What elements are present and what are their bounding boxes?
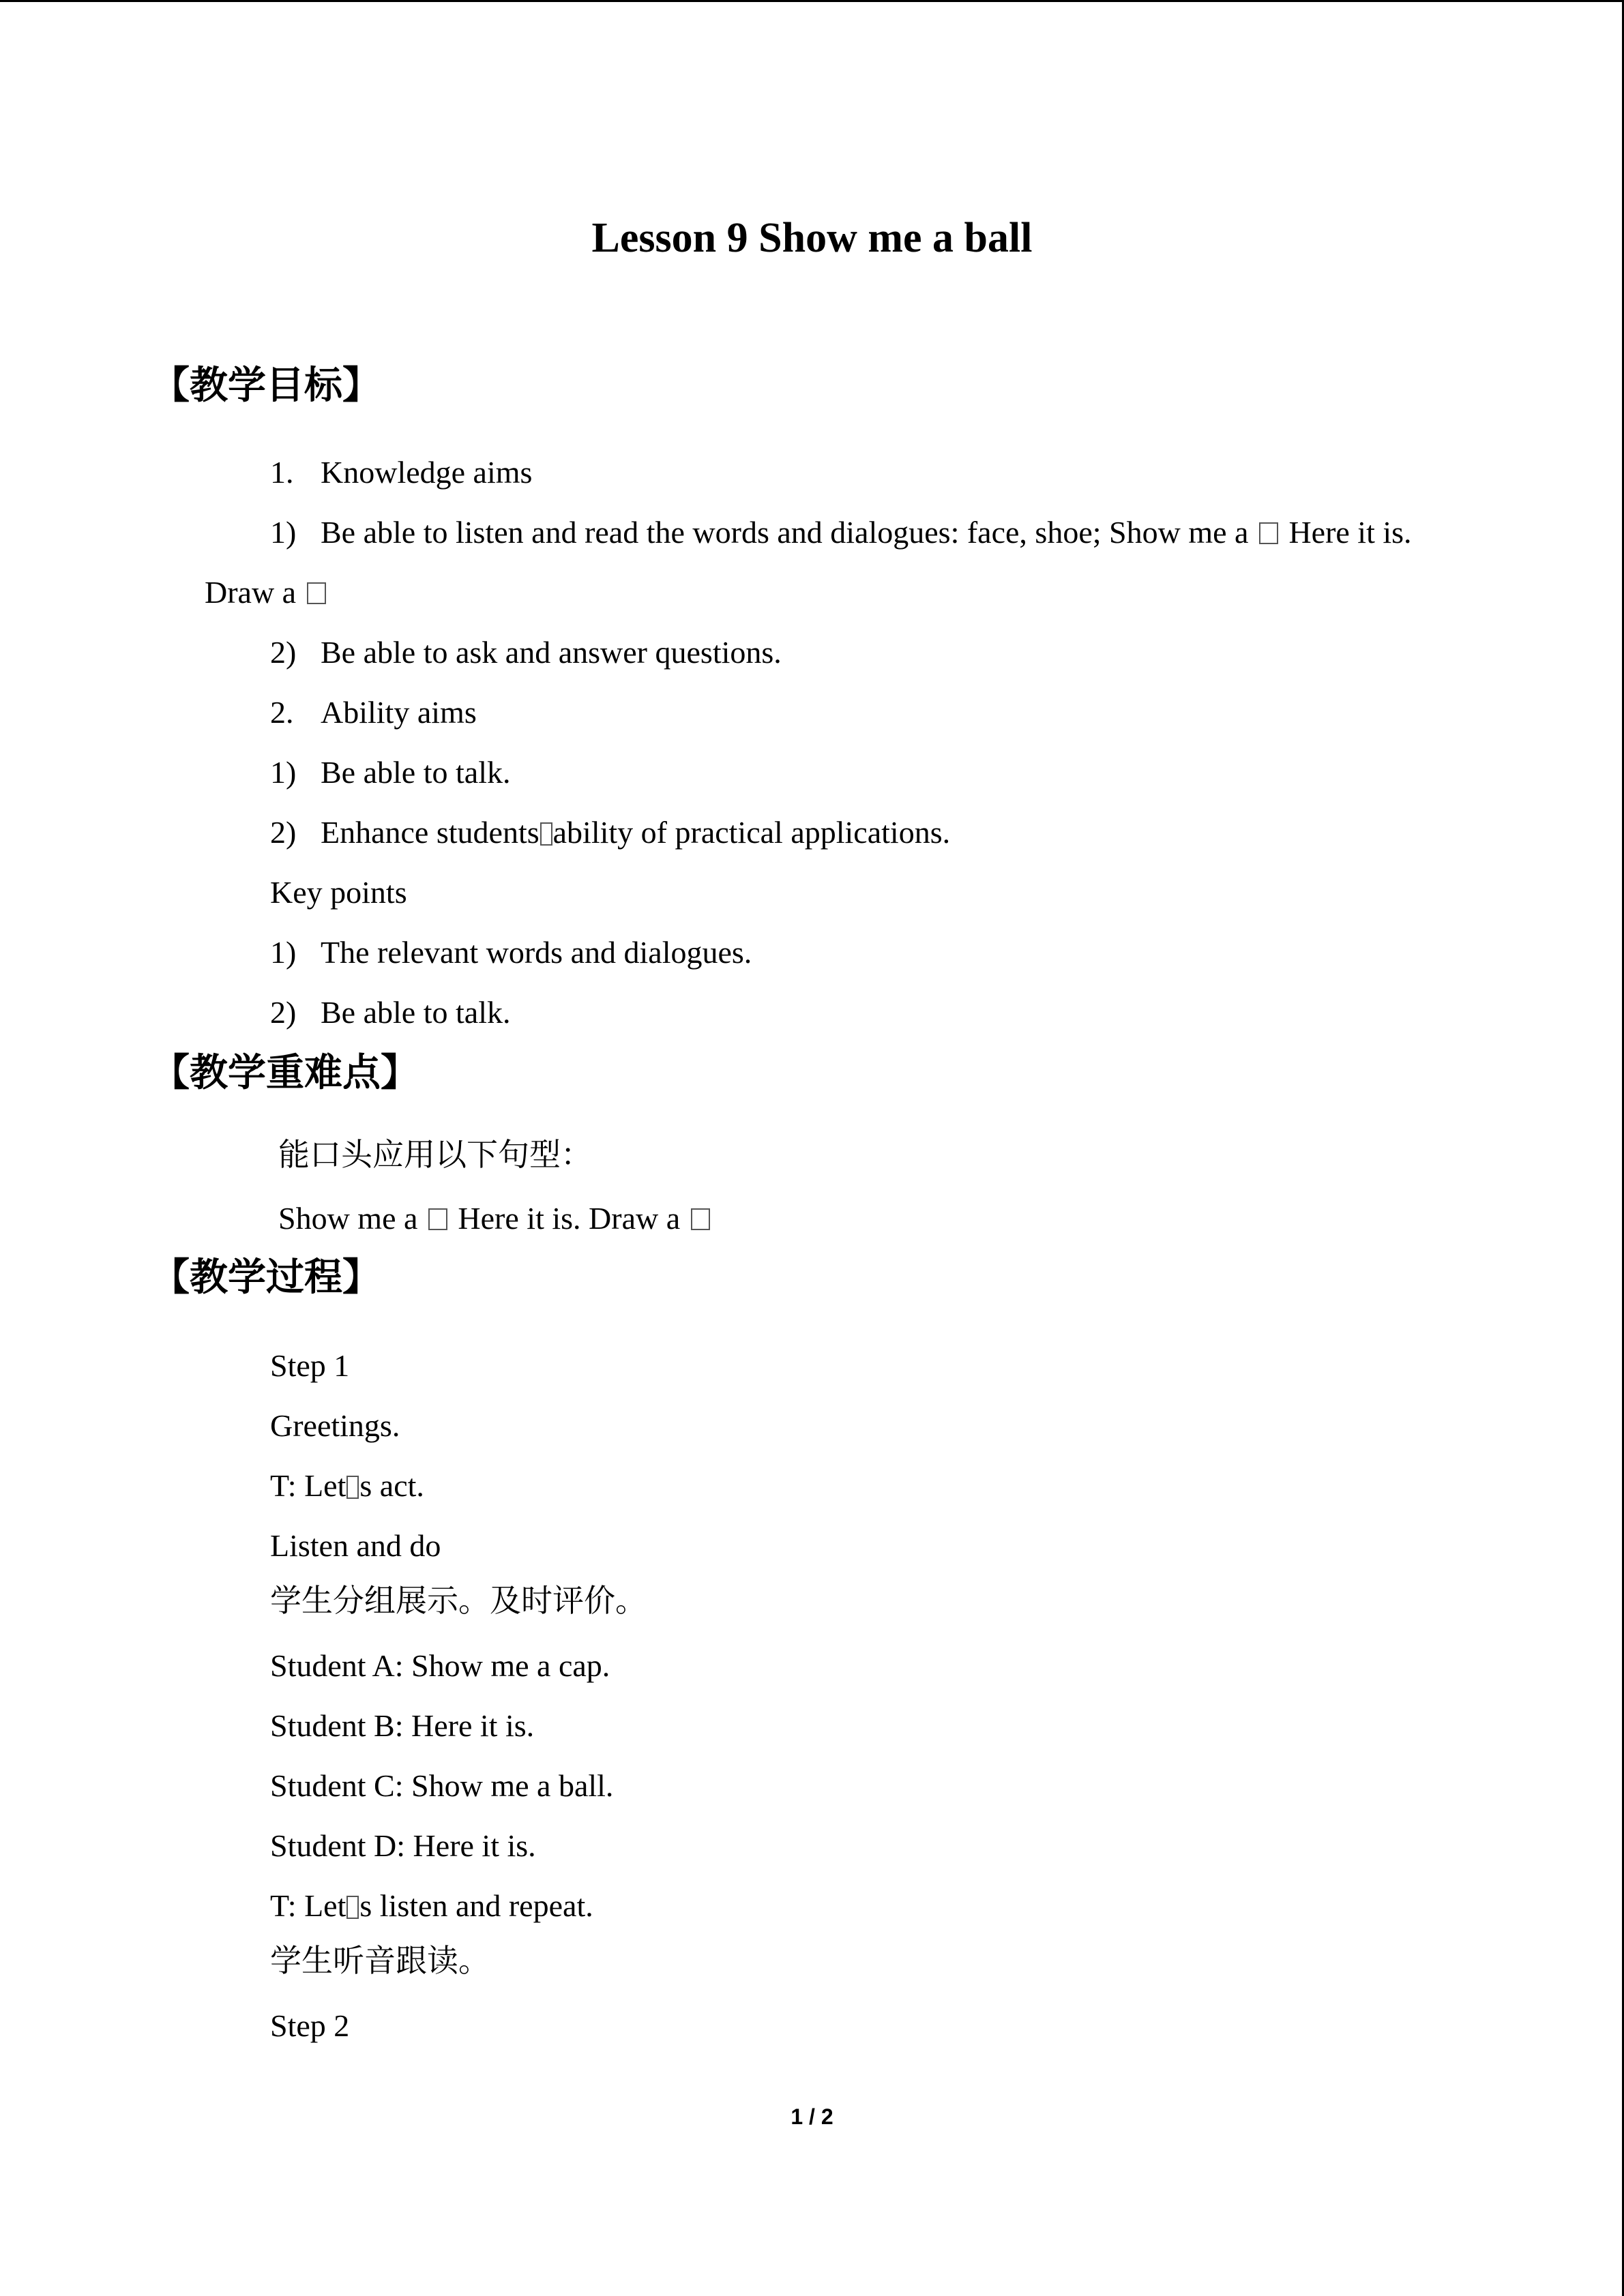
sentence-text: Show me a [278,1201,418,1236]
knowledge-item-2 [270,637,782,668]
list-text: Be able to ask and answer questions. [321,635,782,670]
greetings-line: Greetings. [270,1408,400,1443]
heading-key-difficult: 【教学重难点】 [151,1051,419,1095]
list-text: Be able to talk. [321,995,511,1030]
missing-glyph-box [346,1476,359,1499]
heading-process: 【教学过程】 [151,1255,381,1300]
missing-glyph-box [1259,522,1278,544]
ability-aims [270,697,477,728]
line-text-cont: s listen and repeat. [359,1888,593,1923]
list-text: Draw a [205,575,297,610]
top-border [0,0,1624,2]
group-show-line: 学生分组展示。及时评价。 [270,1582,647,1619]
key-point-2 [270,997,510,1028]
key-points-label: Key points [270,875,407,910]
teacher-act-line [270,1470,424,1502]
knowledge-item-1 [270,517,1412,548]
list-number: 2) [270,815,297,850]
list-number: 2) [270,635,297,670]
list-text: Be able to talk. [321,755,511,790]
missing-glyph-box [540,822,552,846]
knowledge-item-1-continued [205,577,329,608]
list-number: 2) [270,995,297,1030]
step-2-label: Step 2 [270,2008,350,2043]
missing-glyph-box [346,1896,359,1919]
ability-item-1 [270,757,510,788]
missing-glyph-box [307,582,326,604]
teacher-listen-line [270,1890,593,1922]
list-text: Ability aims [321,695,477,730]
missing-glyph-box [691,1208,710,1230]
list-text: Enhance students [321,815,540,850]
knowledge-aims [270,457,532,488]
list-text-cont: ability of practical applications. [552,815,951,850]
page-title: Lesson 9 Show me a ball [591,215,1033,261]
student-c-line: Student C: Show me a ball. [270,1768,614,1803]
key-point-1 [270,937,752,968]
key-sentence-intro: 能口头应用以下句型： [278,1136,592,1173]
missing-glyph-box [428,1208,447,1230]
sentence-text-cont: Here it is. Draw a [458,1201,681,1236]
ability-item-2 [270,817,950,848]
list-text: Knowledge aims [321,455,533,490]
list-text-cont: Here it is. [1288,515,1412,550]
repeat-line: 学生听音跟读。 [270,1942,490,1979]
list-number: 1. [270,455,294,490]
list-text: Be able to listen and read the words and dialogues: face, shoe; Show me a [321,515,1249,550]
list-number: 1) [270,755,297,790]
student-b-line: Student B: Here it is. [270,1708,535,1743]
listen-do-line: Listen and do [270,1528,441,1563]
line-text-cont: s act. [359,1468,424,1503]
step-1-label: Step 1 [270,1348,350,1383]
list-text: The relevant words and dialogues. [321,935,752,970]
key-sentences [278,1203,713,1234]
list-number: 1) [270,515,297,550]
line-text: T: Let [270,1888,346,1923]
list-number: 1) [270,935,297,970]
student-d-line: Student D: Here it is. [270,1828,536,1863]
line-text: T: Let [270,1468,346,1503]
list-number: 2. [270,695,294,730]
heading-objectives: 【教学目标】 [151,363,381,408]
student-a-line: Student A: Show me a cap. [270,1648,610,1683]
page-number: 1 / 2 [791,2104,833,2129]
